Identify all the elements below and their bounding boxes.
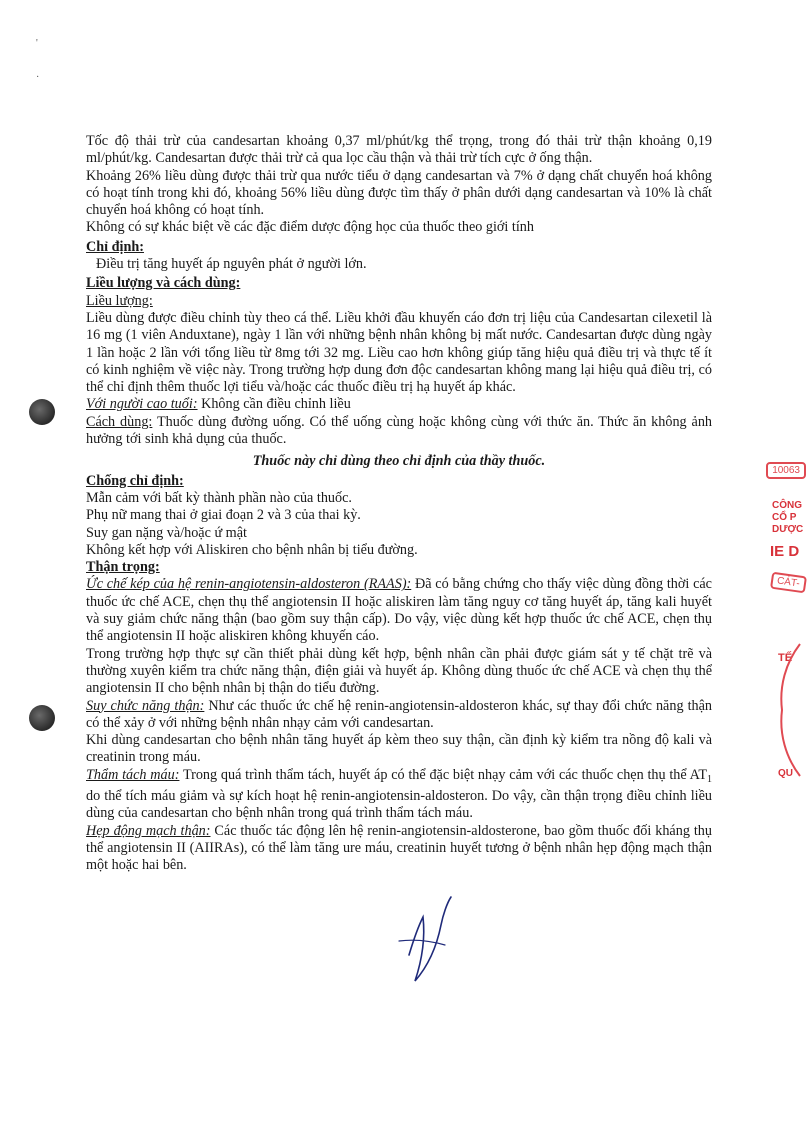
value-elderly: Không cần điều chỉnh liều (197, 396, 351, 413)
punch-hole-top (29, 399, 55, 425)
list-item: Mẫn cảm với bất kỳ thành phần nào của thuốc. (86, 489, 352, 506)
label-raas: Ức chế kép của hệ renin-angiotensin-aldosteron (RAAS): (86, 576, 412, 593)
heading-than-trong: Thận trọng: (86, 559, 160, 576)
subscript-1: 1 (707, 773, 712, 785)
value-dialysis-a: Trong quá trình thẩm tách, huyết áp có thể đặc biệt nhạy cảm với các thuốc chẹn thụ thể AT (179, 766, 707, 783)
text-usage (86, 414, 712, 449)
handwritten-signature (385, 895, 465, 995)
stamp-lower: TẾ (778, 652, 793, 664)
stamp-lower-code: QU (778, 768, 793, 779)
stamp-number: 10063 (766, 462, 806, 479)
company-stamp: CÔNG CỔ P DƯỢC (772, 500, 804, 535)
heading-chi-dinh: Chỉ định: (86, 238, 144, 255)
text-elderly (86, 396, 712, 413)
paragraph-gender: Không có sự khác biệt về các đặc điểm dược động học của thuốc theo giới tính (86, 219, 534, 236)
list-item: Không kết hợp với Aliskiren cho bệnh nhân bị tiểu đường. (86, 541, 418, 558)
stamp-circle-edge (776, 640, 800, 780)
value-renal: Như các thuốc ức chế hệ renin-angiotensin-aldosteron khác, sự thay đổi chức năng thận có thể xảy ở với những bệnh nhân nhạy cảm với candesartan. (86, 697, 713, 731)
text-stenosis (86, 823, 712, 875)
punch-hole-bottom (29, 705, 55, 731)
text-dialysis (86, 767, 712, 823)
value-stenosis: Các thuốc tác động lên hệ renin-angiotensin-aldosterone, bao gồm thuốc đối kháng thụ thể angiotensin II (AIIRAs), có thể làm tăng ure máu, creatinin huyết tương ở bệnh nhân hẹp động mạch thận một hoặc hai bên. (86, 822, 712, 874)
prescription-note: Thuốc này chỉ dùng theo chỉ định của thầy thuốc. (252, 453, 546, 470)
value-usage: Thuốc dùng đường uống. Có thể uống cùng hoặc không cùng với thức ăn. Thức ăn không ảnh hưởng tới sinh khả dụng của thuốc. (86, 413, 713, 448)
text-renal-2: Khi dùng candesartan cho bệnh nhân tăng huyết áp kèm theo suy thận, cần định kỳ kiểm tra nồng độ kali và creatinin trong máu. (86, 732, 712, 766)
paragraph-excretion: Khoảng 26% liều dùng được thải trừ qua nước tiểu ở dạng candesartan và 7% ở dạng chất chuyển hoá không có hoạt tính trong khi đó, khoảng 56% liều dùng được tìm thấy ở phân dưới dạng candesartan và 10% là chất chuyển hoá không có hoạt tính. (86, 167, 712, 219)
list-item: Phụ nữ mang thai ở giai đoạn 2 và 3 của thai kỳ. (86, 507, 361, 524)
margin-mark: ' (36, 38, 38, 49)
value-raas: Đã có bằng chứng cho thấy việc dùng đồng thời các thuốc ức chế ACE, chẹn thụ thể angiotensin II hoặc aliskiren làm tăng nguy cơ tăng huyết áp, tăng kali huyết và suy giảm chức năng thận (bao gồm suy thận cấp). Do vậy, việc dùng kết hợp thuốc ức chế ACE, chẹn thụ thể angiotensin II hoặc aliskiren không khuyến cáo. (86, 576, 712, 645)
label-renal: Suy chức năng thận: (86, 697, 205, 714)
document-body (86, 133, 712, 874)
text-lieu-luong: Liều dùng được điều chỉnh tùy theo cá thể. Liều khởi đầu khuyến cáo đơn trị liệu của Candesartan cilexetil là 16 mg (1 viên Anduxtane), ngày 1 lần với những bệnh nhân không bị mất nước. Candesartan được dùng ngày 1 lần hoặc 2 lần với tổng liều từ 8mg tới 32 mg. Liều cao hơn không giúp tăng hiệu quả điều trị và thực tế ít có kinh nghiệm về việc này. Trong trường hợp dung đơn độc candesartan không mang lại hiệu quả điều trị, có thể chỉ định thêm thuốc lợi tiểu và/hoặc các thuốc điều trị hạ huyết áp khác. (86, 309, 712, 396)
label-dialysis: Thẩm tách máu: (86, 766, 180, 783)
heading-lieu-luong-cach-dung: Liều lượng và cách dùng: (86, 275, 241, 292)
label-usage: Cách dùng: (86, 413, 153, 430)
subheading-lieu-luong: Liều lượng: (86, 292, 153, 309)
paragraph-elimination: Tốc độ thải trừ của candesartan khoảng 0,37 ml/phút/kg thể trọng, trong đó thải trừ thận khoảng 0,19 ml/phút/kg. Candesartan được thải trừ cả qua lọc cầu thận và thải trừ tích cực ở ống thận. (86, 133, 712, 167)
label-elderly: Với người cao tuổi: (86, 396, 198, 413)
heading-chong-chi-dinh: Chống chỉ định: (86, 472, 184, 489)
list-item: Suy gan nặng và/hoặc ứ mật (86, 524, 247, 541)
stamp-label: CÁT- (770, 572, 807, 594)
text-chi-dinh: Điều trị tăng huyết áp nguyên phát ở người lớn. (96, 256, 367, 273)
value-dialysis-b: do thể tích máu giảm và sự kích hoạt hệ renin-angiotensin-aldosteron. Do vậy, cần thận trọng điều chỉnh liều dùng của candesartan cho bệnh nhân trong quá trình thẩm tách máu. (86, 787, 712, 822)
label-stenosis: Hẹp động mạch thận: (86, 822, 211, 839)
company-stamp-name: IE D (770, 543, 800, 560)
text-raas-2: Trong trường hợp thực sự cần thiết phải dùng kết hợp, bệnh nhân cần phải được giám sát y tế chặt trẽ và thường xuyên kiểm tra chức năng thận, điện giải và huyết áp. Không dùng thuốc ức chế ACE và chẹn thụ thể angiotensin II cho bệnh nhân bị thận do tiểu đường. (86, 645, 712, 697)
margin-mark: · (36, 72, 40, 83)
text-raas (86, 576, 712, 645)
text-renal (86, 698, 712, 733)
